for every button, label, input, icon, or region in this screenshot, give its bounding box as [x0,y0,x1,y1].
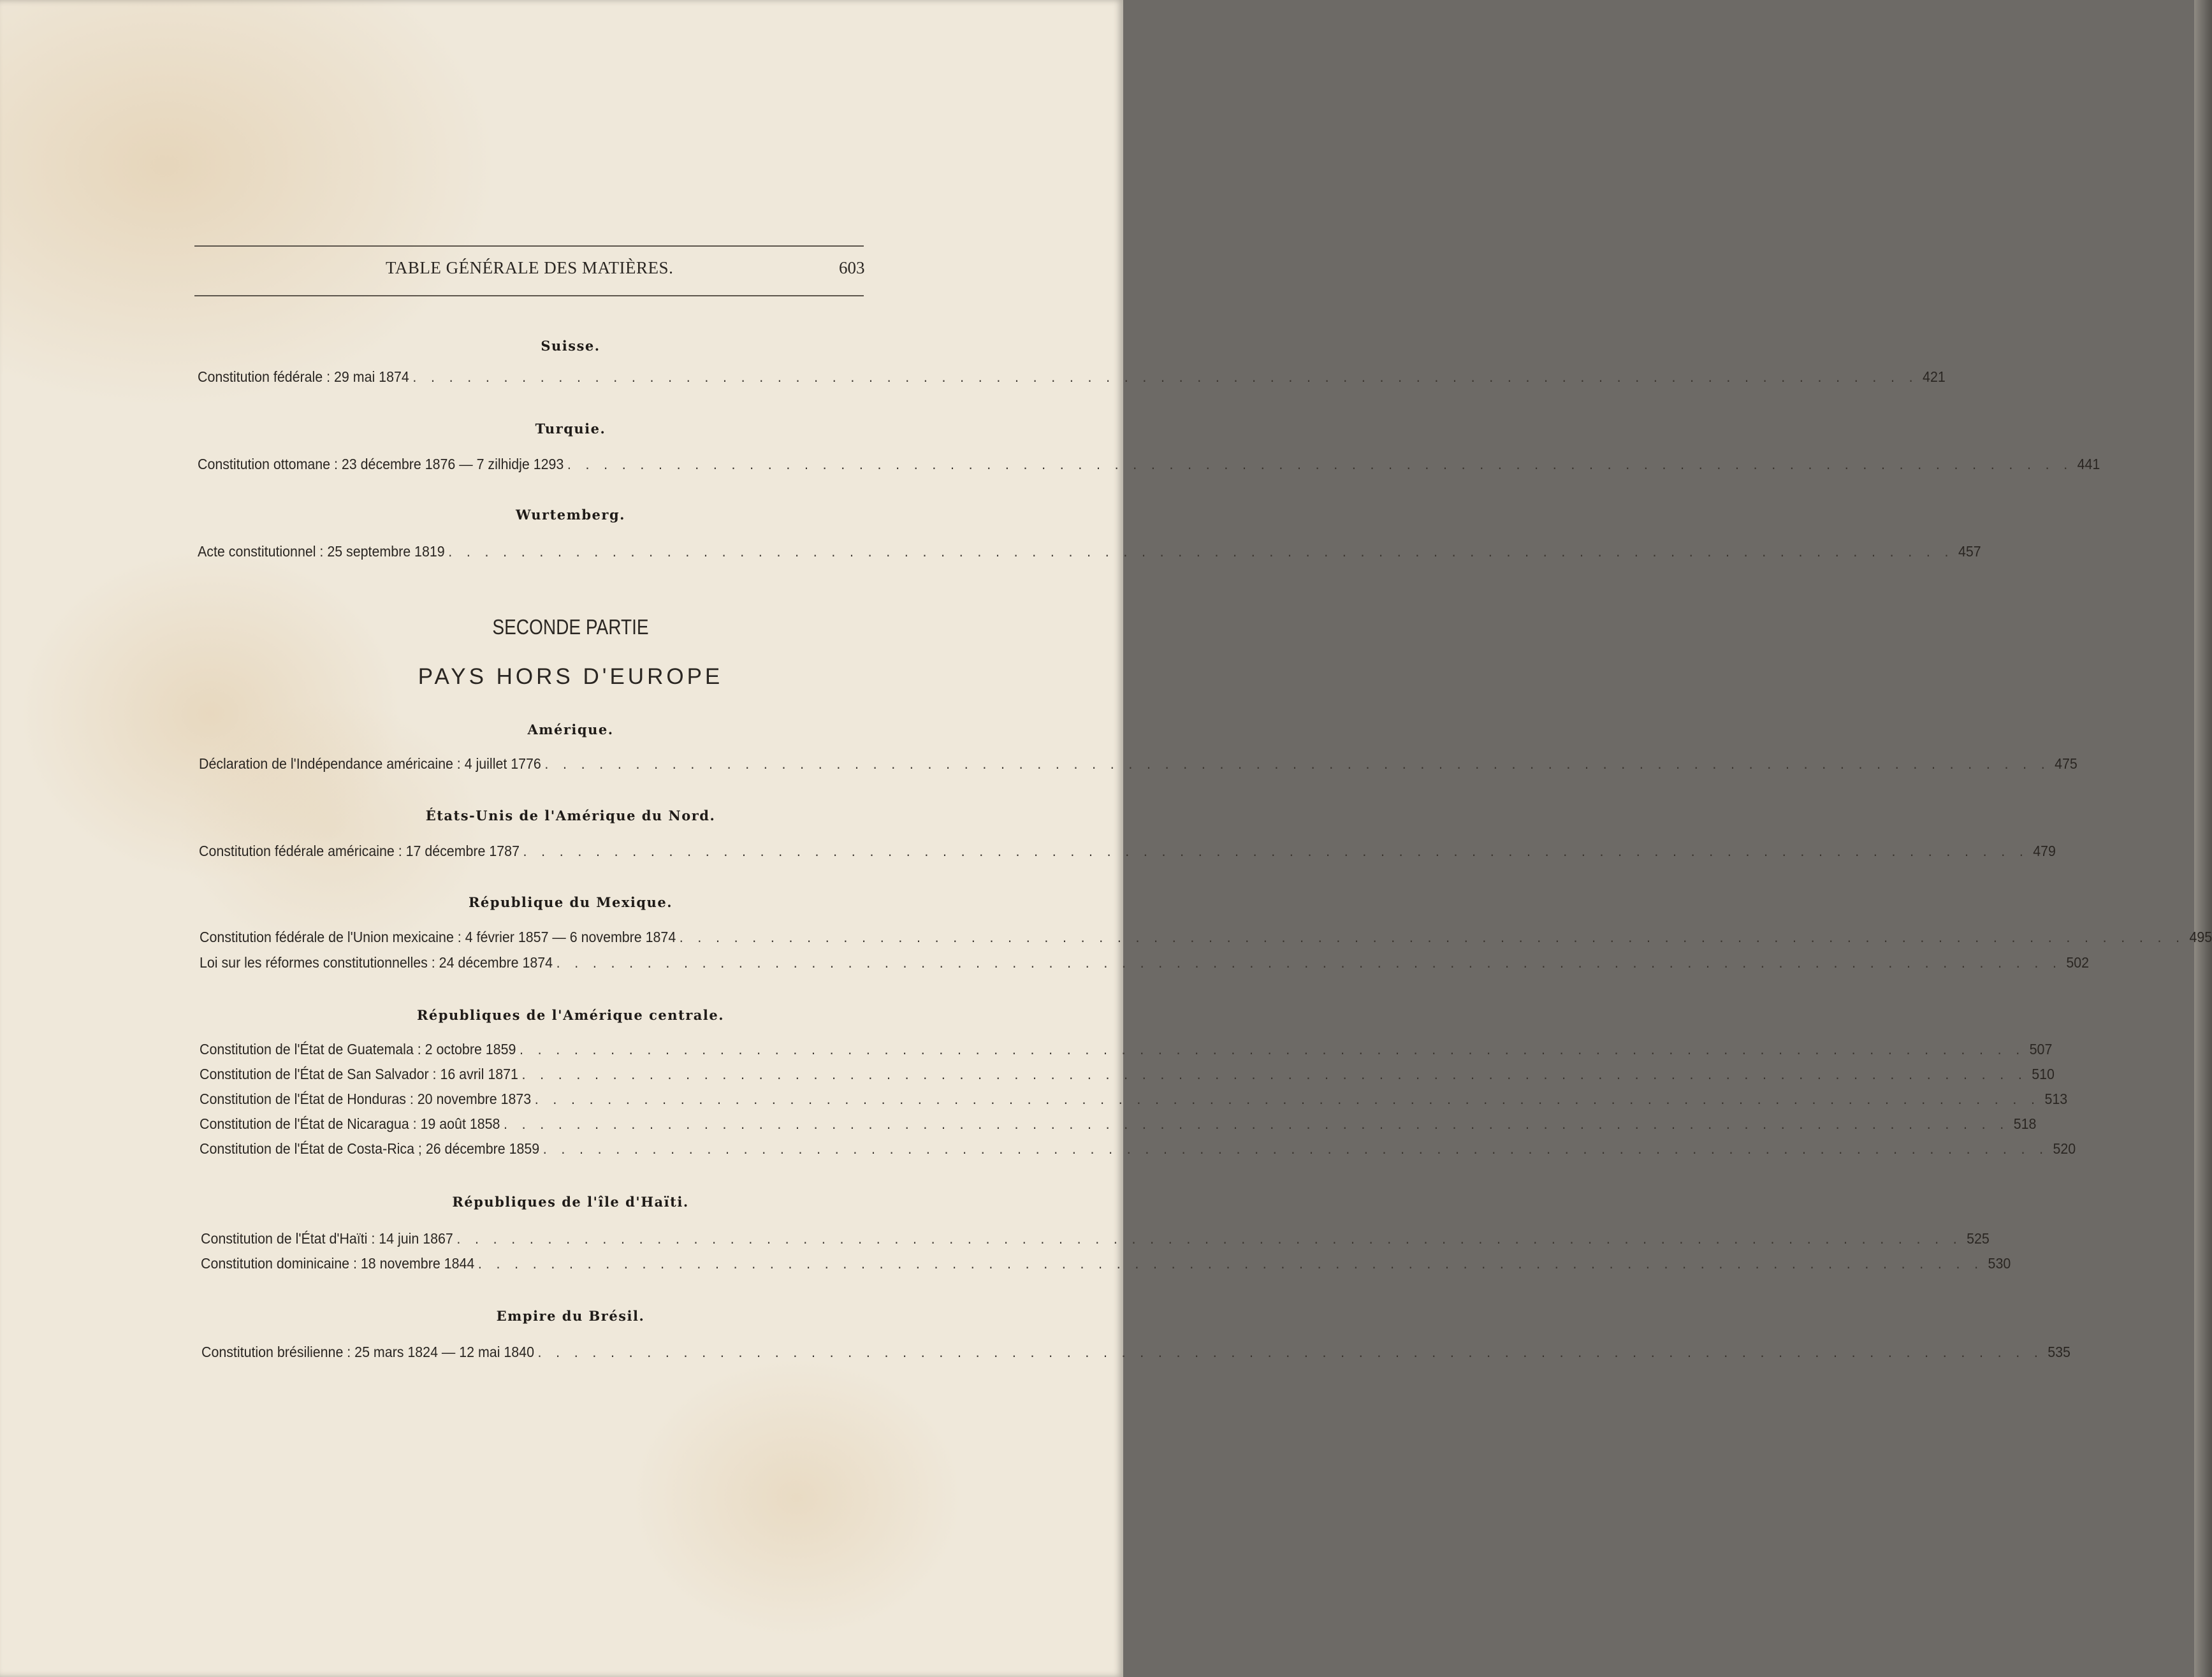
section-heading: Wurtemberg. [516,507,625,523]
toc-entry[interactable] [200,1041,2053,1063]
leader-dots: . . . . . . . . . . . . . . . . . . . . . . . . . . . . . . . . . . . . . . . . . . . . . . . . . . . . . . . . . . . . . . . . . . . . . . . . . . . . . . . . . . . [537,1344,2044,1360]
leader-dots: . . . . . . . . . . . . . . . . . . . . . . . . . . . . . . . . . . . . . . . . . . . . . . . . . . . . . . . . . . . . . . . . . . . . . . . . . . . . . . . . . . . [534,1091,2041,1107]
entry-page: 520 [2053,1140,2076,1157]
entry-page: 495 [2189,929,2212,945]
section-heading: Empire du Brésil. [496,1308,645,1324]
toc-entry[interactable] [200,1140,2076,1162]
header-bottom-rule [194,295,864,296]
section-heading: Républiques de l'île d'Haïti. [452,1194,689,1210]
entry-title: Déclaration de l'Indépendance américaine : 4 juillet 1776 [199,755,541,772]
entry-title: Acte constitutionnel : 25 septembre 1819 [198,543,445,560]
entry-page: 457 [1958,543,1981,560]
toc-entry[interactable] [198,543,1981,565]
entry-page: 421 [1923,368,1946,385]
running-header [0,258,1141,284]
entry-page: 441 [2077,456,2100,472]
toc-entry[interactable] [198,456,2100,477]
entry-page: 525 [1967,1230,1990,1247]
part-title: SECONDE PARTIE [492,615,649,639]
leader-dots: . . . . . . . . . . . . . . . . . . . . . . . . . . . . . . . . . . . . . . . . . . . . . . . . . . . . . . . . . . . . . . . . . . . . . . . . . . . . . . . . . . . [477,1255,1984,1272]
leader-dots: . . . . . . . . . . . . . . . . . . . . . . . . . . . . . . . . . . . . . . . . . . . . . . . . . . . . . . . . . . . . . . . . . . . . . . . . . . . . . . . . . . . [544,755,2051,772]
header-title: TABLE GÉNÉRALE DES MATIÈRES. [386,258,674,277]
header-top-rule [194,245,864,247]
leader-dots: . . . . . . . . . . . . . . . . . . . . . . . . . . . . . . . . . . . . . . . . . . . . . . . . . . . . . . . . . . . . . . . . . . . . . . . . . . . . . . . . . . . [542,1140,2049,1157]
leader-dots: . . . . . . . . . . . . . . . . . . . . . . . . . . . . . . . . . . . . . . . . . . . . . . . . . . . . . . . . . . . . . . . . . . . . . . . . . . . . . . . . . . . [519,1041,2025,1057]
toc-entry[interactable] [198,368,1946,390]
entry-page: 530 [1988,1255,2011,1272]
section-heading: Turquie. [535,421,606,437]
section-heading: Amérique. [527,722,614,737]
section-heading: Suisse. [541,338,600,354]
leader-dots: . . . . . . . . . . . . . . . . . . . . . . . . . . . . . . . . . . . . . . . . . . . . . . . . . . . . . . . . . . . . . . . . . . . . . . . . . . . . . . . . . . . [567,456,2073,472]
entry-title: Constitution de l'État de Honduras : 20 novembre 1873 [200,1091,532,1107]
section-heading: Républiques de l'Amérique centrale. [416,1007,725,1023]
entry-title: Constitution de l'État de Costa-Rica ; 26 décembre 1859 [200,1140,540,1157]
toc-entry[interactable] [200,1066,2055,1087]
section-heading: États-Unis de l'Amérique du Nord. [425,808,716,824]
toc-entry[interactable] [200,1115,2037,1137]
header-page-number: 603 [839,258,865,277]
leader-dots: . . . . . . . . . . . . . . . . . . . . . . . . . . . . . . . . . . . . . . . . . . . . . . . . . . . . . . . . . . . . . . . . . . . . . . . . . . . . . . . . . . . [556,954,2062,971]
toc-entry[interactable] [200,954,2090,976]
toc-entry[interactable] [201,1344,2070,1365]
entry-title: Loi sur les réformes constitutionnelles : 24 décembre 1874 [200,954,553,971]
entry-page: 535 [2048,1344,2070,1360]
entry-title: Constitution fédérale américaine : 17 décembre 1787 [199,843,520,859]
leader-dots: . . . . . . . . . . . . . . . . . . . . . . . . . . . . . . . . . . . . . . . . . . . . . . . . . . . . . . . . . . . . . . . . . . . . . . . . . . . . . . . . . . . [679,929,2185,945]
entry-page: 502 [2066,954,2090,971]
entry-page: 510 [2032,1066,2055,1082]
entry-page: 479 [2033,843,2056,859]
entry-title: Constitution de l'État de Nicaragua : 19 août 1858 [200,1115,500,1132]
entry-page: 518 [2013,1115,2037,1132]
leader-dots: . . . . . . . . . . . . . . . . . . . . . . . . . . . . . . . . . . . . . . . . . . . . . . . . . . . . . . . . . . . . . . . . . . . . . . . . . . . . . . . . . . . [504,1115,2009,1132]
entry-title: Constitution de l'État de Guatemala : 2 octobre 1859 [200,1041,516,1057]
toc-entry[interactable] [201,1230,1990,1252]
entry-title: Constitution fédérale : 29 mai 1874 [198,368,409,385]
toc-entry[interactable] [200,929,2212,950]
toc-entry[interactable] [199,755,2077,777]
entry-title: Constitution fédérale de l'Union mexicaine : 4 février 1857 — 6 novembre 1874 [200,929,676,945]
toc-entry[interactable] [199,843,2056,864]
entry-title: Constitution ottomane : 23 décembre 1876 — 7 zilhidje 1293 [198,456,564,472]
entry-title: Constitution dominicaine : 18 novembre 1844 [201,1255,475,1272]
leader-dots: . . . . . . . . . . . . . . . . . . . . . . . . . . . . . . . . . . . . . . . . . . . . . . . . . . . . . . . . . . . . . . . . . . . . . . . . . . . . . . . . . . . [523,843,2029,859]
entry-title: Constitution de l'État de San Salvador : 16 avril 1871 [200,1066,518,1082]
leader-dots: . . . . . . . . . . . . . . . . . . . . . . . . . . . . . . . . . . . . . . . . . . . . . . . . . . . . . . . . . . . . . . . . . . . . . . . . . . . . . . . . . . . [448,543,1954,560]
toc-entry[interactable] [201,1255,2011,1277]
entry-title: Constitution brésilienne : 25 mars 1824 — 12 mai 1840 [201,1344,534,1360]
entry-page: 507 [2029,1041,2053,1057]
leader-dots: . . . . . . . . . . . . . . . . . . . . . . . . . . . . . . . . . . . . . . . . . . . . . . . . . . . . . . . . . . . . . . . . . . . . . . . . . . . . . . . . . . . [412,368,1918,385]
leader-dots: . . . . . . . . . . . . . . . . . . . . . . . . . . . . . . . . . . . . . . . . . . . . . . . . . . . . . . . . . . . . . . . . . . . . . . . . . . . . . . . . . . . [521,1066,2028,1082]
entry-page: 475 [2055,755,2077,772]
part-subtitle: PAYS HORS D'EUROPE [418,664,724,689]
toc-entry[interactable] [200,1091,2068,1112]
entry-title: Constitution de l'État d'Haïti : 14 juin 1867 [201,1230,453,1247]
entry-page: 513 [2044,1091,2068,1107]
leader-dots: . . . . . . . . . . . . . . . . . . . . . . . . . . . . . . . . . . . . . . . . . . . . . . . . . . . . . . . . . . . . . . . . . . . . . . . . . . . . . . . . . . . [456,1230,1963,1247]
section-heading: République du Mexique. [468,894,673,910]
page-edge [2194,0,2212,1677]
